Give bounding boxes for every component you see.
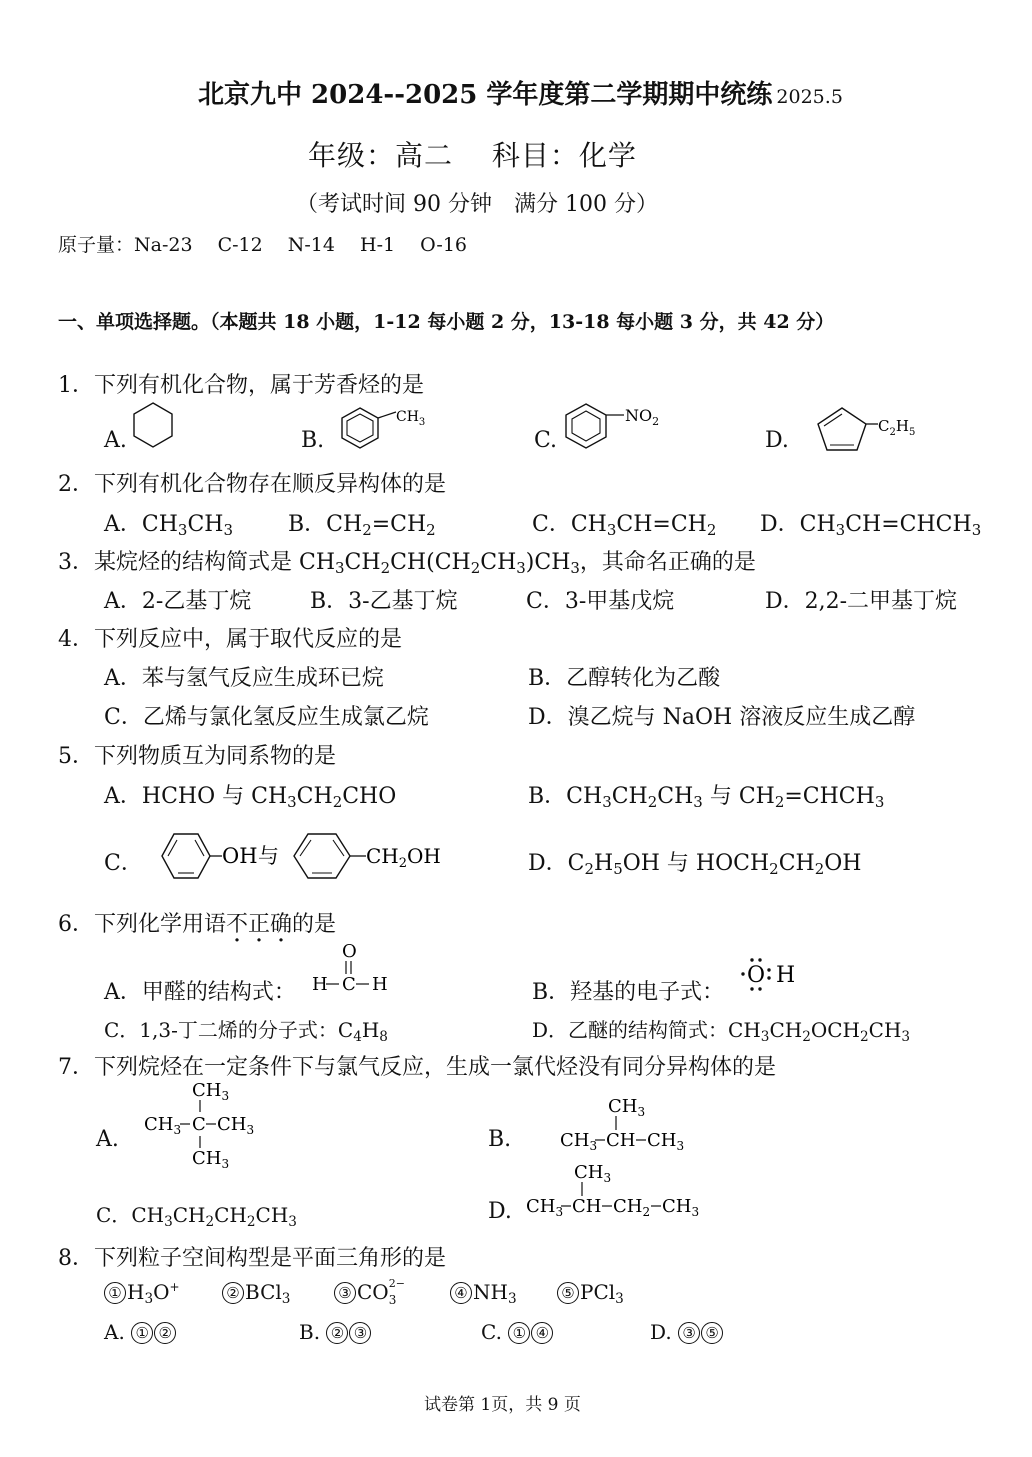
q7-option-d: D. [488,1199,512,1224]
svg-text:C2H5 [878,417,915,438]
q4-option-a: A．苯与氢气反应生成环已烷 [104,666,384,691]
neopentane-center-c: C [192,1114,206,1135]
svg-text:CH3: $CH_3$ [192,1080,230,1103]
q2-option-d: D．$CH_3CH=CHCH_3$ [760,512,982,540]
atomic-mass: 原子量：Na-23 C-12 N-14 H-1 O-16 [58,234,468,256]
isopentane-ch: CH [572,1196,602,1217]
svg-text:CH3: $CH_3$ [574,1162,612,1185]
benzyl-oh-label: OH [407,844,441,868]
svg-text:CH3: $CH_3$ [560,1130,598,1153]
q1d-c-label: C [878,417,890,435]
ethylcyclopentadiene-structure [812,404,922,456]
q1d-h-label: H [895,417,909,435]
page-title [198,74,843,111]
q3-option-c: C．3-甲基戊烷 [526,589,675,614]
q8-option-d: D. ③ ⑤ [650,1320,724,1344]
svg-text:CH3: $CH_3$ [144,1114,182,1137]
exam-title: 北京九中 2024--2025 学年度第二学期期中统练 [198,80,773,110]
q7-option-b: B. [488,1127,512,1152]
q8-option-b: B. ② ③ [299,1320,372,1344]
page-footer: 试卷第 1页，共 9 页 [424,1395,581,1415]
svg-text:CH3: $CH_3$ [608,1096,646,1119]
q8-item-1: ① $H_3O^+$ [104,1280,180,1304]
isobutane-structure [558,1092,698,1154]
q4-option-c: C．乙烯与氯化氢反应生成氯乙烷 [104,705,429,730]
q1-option-c: C. [534,428,558,453]
q1c-no2-sub: 2 [652,415,660,428]
svg-text:CH3: $CH_3$ [192,1148,230,1168]
hydroxyl-electron-formula [738,952,802,996]
formaldehyde-c: C [342,974,356,995]
q8-stem: 8．下列粒子空间构型是平面三角形的是 [58,1246,446,1271]
q3-option-a: A．2-乙基丁烷 [104,589,252,614]
q5-option-a: A．HCHO 与 $CH_3CH_2CHO$ [104,784,397,812]
q1-option-d: D. [765,428,789,453]
q4-option-d: D．溴乙烷与 NaOH 溶液反应生成乙醇 [528,705,916,730]
q6-option-a: A．甲醛的结构式： [104,980,296,1005]
q5-option-c: C． [104,851,143,876]
q5-option-d: D．$C_2H_5OH$ 与 $HOCH_2CH_2OH$ [528,851,862,879]
cyclohexane-structure [130,400,176,450]
q6-option-b: B．羟基的电子式： [532,980,725,1005]
q8-option-c: C. ① ④ [481,1320,554,1344]
phenol-benzyl-alcohol-structures [148,828,448,884]
q2-stem: 2．下列有机化合物存在顺反异构体的是 [58,472,446,497]
q6-option-c: C．1,3-丁二烯的分子式：$C_4H_8$ [104,1018,388,1045]
q1-stem: 1．下列有机化合物，属于芳香烃的是 [58,373,424,398]
q1d-c-sub: 2 [889,427,896,438]
q1-option-b: B. [301,428,325,453]
isobutane-ch: CH [606,1130,636,1151]
exam-info: （考试时间 90 分钟 满分 100 分） [296,192,658,217]
hydroxyl-o: O [747,963,766,988]
formaldehyde-structure [308,938,394,998]
q5c-yu: 与 [258,844,279,868]
q1d-h-sub: 5 [908,427,916,438]
neopentane-structure [142,1076,272,1168]
q1-option-a: A. [104,428,127,453]
q7-option-c: C．$CH_3CH_2CH_2CH_3$ [96,1203,297,1230]
grade-subject: 年级：高二 科目：化学 [308,139,637,172]
svg-text:CH3: $CH_3$ [662,1196,700,1219]
svg-text:CH2: $CH_2$ [613,1196,651,1219]
q1c-no2-label: NO [625,406,653,425]
svg-text:CH3: $CH_3$ [647,1130,685,1153]
svg-text:NO2 [625,406,659,428]
isopentane-structure [524,1158,704,1222]
toluene-structure [338,404,434,454]
q8-option-a: A. ① ② [104,1320,177,1344]
formaldehyde-o: O [342,941,357,962]
q2-option-b: B．$CH_2=CH_2$ [288,512,436,540]
section-heading: 一、单项选择题。（本题共 18 小题，1-12 每小题 2 分，13-18 每小题 3 分，共 42 分） [58,311,835,333]
q3-stem: 3．某烷烃的结构简式是 $CH_3CH_2CH(CH_2CH_3)CH_3$，其命名正确的是 [58,550,756,578]
q4-option-b: B．乙醇转化为乙酸 [528,666,721,691]
svg-text:CH2OH: $CH_2OH$ [366,844,441,871]
q5-option-b: B．$CH_3CH_2CH_3$ 与 $CH_2=CHCH_3$ [528,784,885,812]
benzyl-ch-label: CH [366,844,399,868]
q1b-ch3-sub: 3 [418,417,426,428]
q2-option-c: C．$CH_3CH=CH_2$ [532,512,717,540]
svg-text:CH3: $CH_3$ [217,1114,255,1137]
q3-option-b: B．3-乙基丁烷 [310,589,458,614]
q8-item-4: ④ $NH_3$ [450,1280,517,1304]
exam-date: 2025.5 [776,86,843,108]
q2-option-a: A．$CH_3CH_3$ [104,512,233,540]
formaldehyde-h2: H [372,974,388,995]
q5-stem: 5．下列物质互为同系物的是 [58,744,336,769]
q7-stem: 7．下列烷烃在一定条件下与氯气反应，生成一氯代烃没有同分异构体的是 [58,1055,776,1080]
phenol-oh: OH [222,844,258,868]
svg-text:CH3 [396,409,425,428]
q8-item-2: ② BCl$_3$ [222,1280,290,1304]
nitrobenzene-structure [562,400,672,452]
q7-option-a: A. [96,1127,119,1152]
q8-item-5: ⑤ PCl$_3$ [557,1280,624,1304]
hydroxyl-h: H [776,963,796,988]
svg-text:CH3: $CH_3$ [526,1196,564,1219]
q1b-ch3-label: CH [396,409,419,425]
q6-option-d: D．乙醚的结构简式：$CH_3CH_2OCH_2CH_3$ [532,1018,911,1045]
q4-stem: 4．下列反应中，属于取代反应的是 [58,627,402,652]
q6-stem: 6．下列化学用语不正确的是 [58,912,337,937]
formaldehyde-h1: H [312,974,328,995]
q8-item-3: ③ CO 2− 3 [334,1280,403,1304]
q3-option-d: D．2,2-二甲基丁烷 [765,589,958,614]
